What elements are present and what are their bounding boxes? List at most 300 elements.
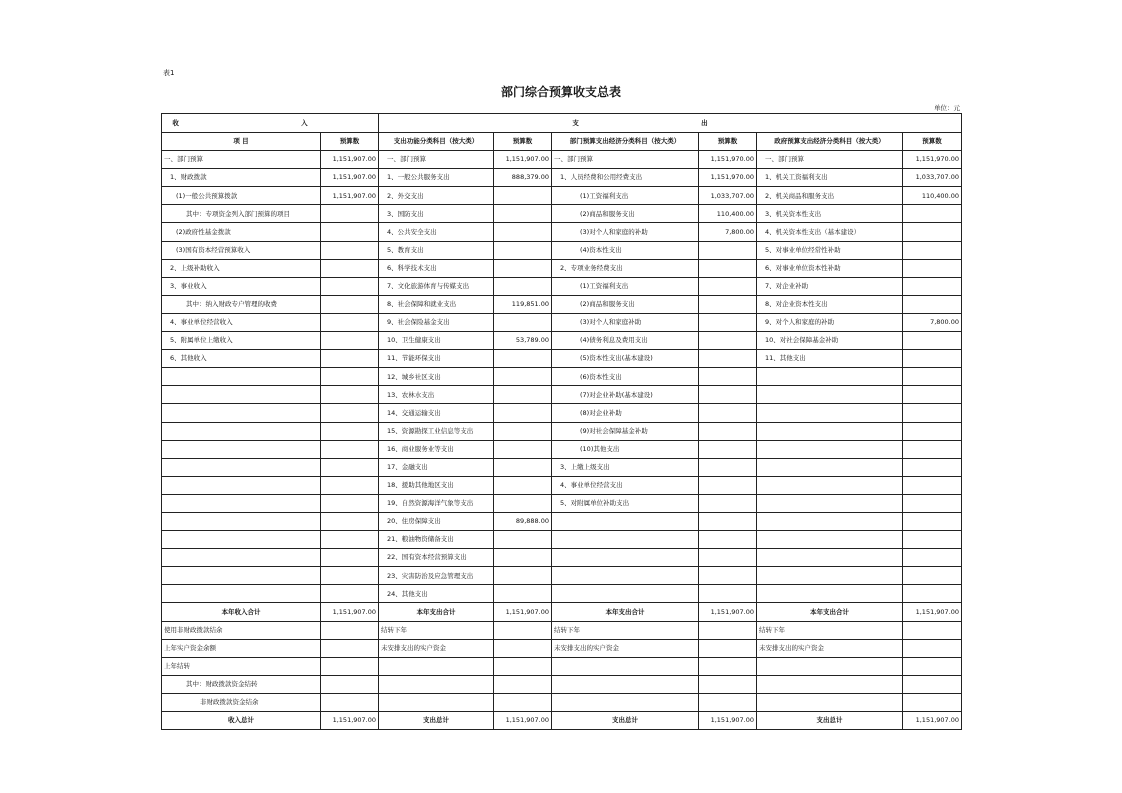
dept-econ-item: (4)资本性支出 — [552, 241, 699, 259]
func-item — [379, 657, 494, 675]
table-row — [162, 241, 962, 259]
dept-econ-item: (8)对企业补助 — [552, 404, 699, 422]
table-row — [162, 313, 962, 331]
dept-econ-budget — [699, 693, 757, 711]
gov-econ-budget — [903, 422, 962, 440]
func-item: 13、农林水支出 — [379, 386, 494, 404]
income-budget — [321, 531, 379, 549]
dept-econ-item — [552, 585, 699, 603]
dept-econ-item: 一、部门预算 — [552, 151, 699, 169]
gov-econ-budget: 7,800.00 — [903, 313, 962, 331]
func-item: 24、其他支出 — [379, 585, 494, 603]
income-budget — [321, 458, 379, 476]
gov-econ-budget — [903, 585, 962, 603]
col-budget-header: 预算数 — [494, 133, 552, 151]
gov-econ-item: 一、部门预算 — [757, 151, 903, 169]
func-item: 10、卫生健康支出 — [379, 332, 494, 350]
gov-econ-item — [757, 422, 903, 440]
page-title: 部门综合预算收支总表 — [500, 85, 621, 99]
income-item — [162, 386, 321, 404]
dept-econ-item: (5)资本性支出(基本建设) — [552, 350, 699, 368]
dept-econ-budget — [699, 277, 757, 295]
dept-econ-budget: 1,151,970.00 — [699, 169, 757, 187]
gov-econ-item — [757, 458, 903, 476]
table-tag: 表1 — [163, 69, 175, 77]
income-item — [162, 422, 321, 440]
table-row — [162, 404, 962, 422]
dept-econ-budget — [699, 585, 757, 603]
col-budget-header: 预算数 — [903, 133, 962, 151]
gov-econ-item: 11、其他支出 — [757, 350, 903, 368]
dept-econ-item: (7)对企业补助(基本建设) — [552, 386, 699, 404]
gov-econ-budget: 1,151,907.00 — [903, 712, 962, 730]
gov-econ-budget — [903, 494, 962, 512]
func-item: 11、节能环保支出 — [379, 350, 494, 368]
func-budget — [494, 313, 552, 331]
func-budget — [494, 621, 552, 639]
income-budget — [321, 386, 379, 404]
gov-econ-item: 结转下年 — [757, 621, 903, 639]
func-item: 15、资源勘探工业信息等支出 — [379, 422, 494, 440]
dept-econ-item: 本年支出合计 — [552, 603, 699, 621]
income-item: 一、部门预算 — [162, 151, 321, 169]
gov-econ-budget — [903, 458, 962, 476]
gov-econ-item — [757, 585, 903, 603]
dept-econ-budget — [699, 549, 757, 567]
table-row — [162, 295, 962, 313]
gov-econ-item: 9、对个人和家庭的补助 — [757, 313, 903, 331]
income-budget — [321, 241, 379, 259]
table-row — [162, 549, 962, 567]
gov-econ-item: 1、机关工资福利支出 — [757, 169, 903, 187]
func-budget — [494, 657, 552, 675]
dept-econ-budget — [699, 259, 757, 277]
gov-econ-item — [757, 368, 903, 386]
table-row — [162, 440, 962, 458]
dept-econ-item: (1)工资福利支出 — [552, 187, 699, 205]
gov-econ-budget — [903, 223, 962, 241]
func-budget — [494, 350, 552, 368]
gov-econ-item: 6、对事业单位资本性补助 — [757, 259, 903, 277]
dept-econ-item: 2、专项业务经费支出 — [552, 259, 699, 277]
table-row — [162, 187, 962, 205]
gov-econ-budget — [903, 476, 962, 494]
dept-econ-item: (3)对个人和家庭的补助 — [552, 223, 699, 241]
dept-econ-item — [552, 549, 699, 567]
table-row — [162, 386, 962, 404]
income-budget: 1,151,907.00 — [321, 712, 379, 730]
func-item: 5、教育支出 — [379, 241, 494, 259]
dept-econ-item: 结转下年 — [552, 621, 699, 639]
income-item: (3)国有资本经营预算收入 — [162, 241, 321, 259]
header-row-top — [162, 114, 962, 133]
income-item: 上年实户资金余额 — [162, 639, 321, 657]
func-budget — [494, 458, 552, 476]
func-budget — [494, 549, 552, 567]
col-dept-econ-header: 部门预算支出经济分类科目（按大类） — [552, 133, 699, 151]
income-budget — [321, 223, 379, 241]
table-row — [162, 675, 962, 693]
col-gov-econ-header: 政府预算支出经济分类科目（按大类） — [757, 133, 903, 151]
func-item: 12、城乡社区支出 — [379, 368, 494, 386]
gov-econ-item: 未安排支出的实户资金 — [757, 639, 903, 657]
func-budget — [494, 567, 552, 585]
func-item: 18、援助其他地区支出 — [379, 476, 494, 494]
func-budget — [494, 386, 552, 404]
dept-econ-budget: 1,033,707.00 — [699, 187, 757, 205]
dept-econ-budget — [699, 657, 757, 675]
income-item: 2、上级补助收入 — [162, 259, 321, 277]
table-row — [162, 277, 962, 295]
dept-econ-item: (6)资本性支出 — [552, 368, 699, 386]
col-func-header: 支出功能分类科目（按大类） — [379, 133, 494, 151]
unit-label: 单位：元 — [934, 104, 960, 112]
income-budget — [321, 639, 379, 657]
func-item: 支出总计 — [379, 712, 494, 730]
gov-econ-budget — [903, 259, 962, 277]
header-row-columns — [162, 133, 962, 151]
func-budget: 119,851.00 — [494, 295, 552, 313]
gov-econ-item — [757, 675, 903, 693]
dept-econ-item: 支出总计 — [552, 712, 699, 730]
func-budget — [494, 440, 552, 458]
income-budget — [321, 259, 379, 277]
table-row — [162, 350, 962, 368]
dept-econ-budget — [699, 531, 757, 549]
income-budget: 1,151,907.00 — [321, 603, 379, 621]
gov-econ-item — [757, 657, 903, 675]
func-budget — [494, 531, 552, 549]
dept-econ-budget — [699, 476, 757, 494]
dept-econ-item: (4)债务利息及费用支出 — [552, 332, 699, 350]
gov-econ-item — [757, 440, 903, 458]
func-item: 14、交通运输支出 — [379, 404, 494, 422]
gov-econ-budget — [903, 675, 962, 693]
income-item: 1、财政拨款 — [162, 169, 321, 187]
table-row — [162, 567, 962, 585]
dept-econ-budget — [699, 512, 757, 530]
income-budget — [321, 494, 379, 512]
dept-econ-budget — [699, 458, 757, 476]
dept-econ-item: 3、上缴上级支出 — [552, 458, 699, 476]
dept-econ-item: (9)对社会保障基金补助 — [552, 422, 699, 440]
income-budget — [321, 567, 379, 585]
year-total-row — [162, 603, 962, 621]
income-item: 本年收入合计 — [162, 603, 321, 621]
func-budget — [494, 639, 552, 657]
col-budget-header: 预算数 — [699, 133, 757, 151]
func-budget — [494, 494, 552, 512]
func-budget — [494, 259, 552, 277]
table-row — [162, 639, 962, 657]
func-budget — [494, 368, 552, 386]
func-budget: 1,151,907.00 — [494, 603, 552, 621]
income-item — [162, 512, 321, 530]
income-item: 收入总计 — [162, 712, 321, 730]
income-budget — [321, 205, 379, 223]
func-item: 20、住房保障支出 — [379, 512, 494, 530]
gov-econ-budget — [903, 386, 962, 404]
func-budget: 89,888.00 — [494, 512, 552, 530]
gov-econ-item: 支出总计 — [757, 712, 903, 730]
table-row — [162, 458, 962, 476]
income-item — [162, 458, 321, 476]
dept-econ-budget: 1,151,907.00 — [699, 712, 757, 730]
table-row — [162, 151, 962, 169]
income-item: 使用非财政拨款结余 — [162, 621, 321, 639]
income-budget — [321, 404, 379, 422]
budget-table — [161, 113, 962, 730]
income-budget — [321, 549, 379, 567]
func-budget — [494, 187, 552, 205]
income-budget — [321, 675, 379, 693]
dept-econ-budget: 1,151,907.00 — [699, 603, 757, 621]
gov-econ-budget — [903, 512, 962, 530]
dept-econ-item: 1、人员经费和公用经费支出 — [552, 169, 699, 187]
gov-econ-budget — [903, 368, 962, 386]
dept-econ-budget — [699, 440, 757, 458]
table-row — [162, 422, 962, 440]
gov-econ-budget — [903, 531, 962, 549]
dept-econ-budget — [699, 567, 757, 585]
gov-econ-item: 10、对社会保障基金补助 — [757, 332, 903, 350]
func-budget: 1,151,907.00 — [494, 151, 552, 169]
func-item — [379, 675, 494, 693]
gov-econ-item — [757, 476, 903, 494]
income-item: 其中：专项资金列入部门预算的项目 — [162, 205, 321, 223]
income-header: 收 入 — [162, 114, 379, 133]
func-item: 22、国有资本经营预算支出 — [379, 549, 494, 567]
dept-econ-item: 5、对附属单位补助支出 — [552, 494, 699, 512]
income-budget — [321, 368, 379, 386]
func-item: 4、公共安全支出 — [379, 223, 494, 241]
table-row — [162, 332, 962, 350]
dept-econ-item: (3)对个人和家庭补助 — [552, 313, 699, 331]
income-budget — [321, 440, 379, 458]
gov-econ-item: 4、机关资本性支出（基本建设） — [757, 223, 903, 241]
income-item — [162, 404, 321, 422]
gov-econ-item — [757, 386, 903, 404]
gov-econ-budget: 1,151,970.00 — [903, 151, 962, 169]
income-budget — [321, 295, 379, 313]
income-budget — [321, 277, 379, 295]
table-row — [162, 205, 962, 223]
dept-econ-item — [552, 657, 699, 675]
gov-econ-item — [757, 494, 903, 512]
dept-econ-item: 未安排支出的实户资金 — [552, 639, 699, 657]
col-item-header: 项 目 — [162, 133, 321, 151]
func-budget — [494, 675, 552, 693]
dept-econ-budget — [699, 404, 757, 422]
dept-econ-item: (1)工资福利支出 — [552, 277, 699, 295]
income-item: 4、事业单位经营收入 — [162, 313, 321, 331]
table-row — [162, 223, 962, 241]
dept-econ-budget — [699, 639, 757, 657]
gov-econ-budget — [903, 567, 962, 585]
income-item: 非财政拨款资金结余 — [162, 693, 321, 711]
func-budget — [494, 476, 552, 494]
gov-econ-budget — [903, 332, 962, 350]
income-item — [162, 494, 321, 512]
table-row — [162, 693, 962, 711]
dept-econ-item: (10)其他支出 — [552, 440, 699, 458]
gov-econ-item — [757, 693, 903, 711]
income-item — [162, 440, 321, 458]
table-row — [162, 368, 962, 386]
table-row — [162, 169, 962, 187]
gov-econ-budget — [903, 205, 962, 223]
dept-econ-item — [552, 512, 699, 530]
func-item: 21、粮油物资储备支出 — [379, 531, 494, 549]
func-item — [379, 693, 494, 711]
table-row — [162, 531, 962, 549]
income-budget — [321, 621, 379, 639]
dept-econ-item: (2)商品和服务支出 — [552, 295, 699, 313]
income-item — [162, 476, 321, 494]
dept-econ-budget — [699, 241, 757, 259]
income-item — [162, 567, 321, 585]
income-budget — [321, 422, 379, 440]
gov-econ-budget — [903, 295, 962, 313]
gov-econ-budget — [903, 404, 962, 422]
income-budget — [321, 657, 379, 675]
income-budget: 1,151,907.00 — [321, 169, 379, 187]
func-budget — [494, 585, 552, 603]
func-item: 3、国防支出 — [379, 205, 494, 223]
income-item — [162, 531, 321, 549]
gov-econ-item: 本年支出合计 — [757, 603, 903, 621]
func-item: 6、科学技术支出 — [379, 259, 494, 277]
func-item: 19、自然资源海洋气象等支出 — [379, 494, 494, 512]
dept-econ-budget: 110,400.00 — [699, 205, 757, 223]
dept-econ-budget — [699, 494, 757, 512]
func-budget — [494, 223, 552, 241]
income-item: 其中：纳入财政专户管理的收费 — [162, 295, 321, 313]
income-item — [162, 368, 321, 386]
income-item — [162, 585, 321, 603]
gov-econ-item — [757, 512, 903, 530]
func-item: 7、文化旅游体育与传媒支出 — [379, 277, 494, 295]
gov-econ-budget — [903, 241, 962, 259]
func-budget — [494, 277, 552, 295]
income-budget — [321, 476, 379, 494]
func-item: 16、商业服务业等支出 — [379, 440, 494, 458]
gov-econ-item — [757, 404, 903, 422]
gov-econ-budget: 1,033,707.00 — [903, 169, 962, 187]
gov-econ-budget: 1,151,907.00 — [903, 603, 962, 621]
gov-econ-budget — [903, 639, 962, 657]
func-item: 未安排支出的实户资金 — [379, 639, 494, 657]
dept-econ-budget — [699, 332, 757, 350]
func-item: 1、一般公共服务支出 — [379, 169, 494, 187]
table-row — [162, 621, 962, 639]
gov-econ-item: 2、机关商品和服务支出 — [757, 187, 903, 205]
dept-econ-item — [552, 531, 699, 549]
dept-econ-budget: 7,800.00 — [699, 223, 757, 241]
gov-econ-budget — [903, 277, 962, 295]
income-item: (1)一般公共预算拨款 — [162, 187, 321, 205]
gov-econ-item: 5、对事业单位经常性补助 — [757, 241, 903, 259]
gov-econ-budget — [903, 693, 962, 711]
func-item: 23、灾害防治及应急管理支出 — [379, 567, 494, 585]
gov-econ-item: 8、对企业资本性支出 — [757, 295, 903, 313]
func-item: 17、金融支出 — [379, 458, 494, 476]
dept-econ-budget — [699, 675, 757, 693]
expense-header: 支 出 — [379, 114, 962, 133]
func-budget: 888,379.00 — [494, 169, 552, 187]
func-item: 本年支出合计 — [379, 603, 494, 621]
income-item: (2)政府性基金拨款 — [162, 223, 321, 241]
dept-econ-budget — [699, 350, 757, 368]
gov-econ-item — [757, 549, 903, 567]
dept-econ-budget: 1,151,970.00 — [699, 151, 757, 169]
table-row — [162, 494, 962, 512]
gov-econ-budget — [903, 549, 962, 567]
income-budget — [321, 332, 379, 350]
func-item: 9、社会保险基金支出 — [379, 313, 494, 331]
gov-econ-budget — [903, 350, 962, 368]
col-budget-header: 预算数 — [321, 133, 379, 151]
dept-econ-item — [552, 693, 699, 711]
func-item: 8、社会保障和就业支出 — [379, 295, 494, 313]
dept-econ-item — [552, 567, 699, 585]
func-budget: 53,789.00 — [494, 332, 552, 350]
income-item — [162, 549, 321, 567]
func-item: 2、外交支出 — [379, 187, 494, 205]
income-item: 其中：财政拨款资金结转 — [162, 675, 321, 693]
dept-econ-budget — [699, 386, 757, 404]
income-item: 6、其他收入 — [162, 350, 321, 368]
gov-econ-budget — [903, 621, 962, 639]
gov-econ-budget: 110,400.00 — [903, 187, 962, 205]
func-item: 结转下年 — [379, 621, 494, 639]
income-budget — [321, 313, 379, 331]
income-budget — [321, 512, 379, 530]
table-row — [162, 657, 962, 675]
income-item: 3、事业收入 — [162, 277, 321, 295]
income-budget — [321, 693, 379, 711]
gov-econ-budget — [903, 657, 962, 675]
func-budget — [494, 205, 552, 223]
func-budget — [494, 693, 552, 711]
gov-econ-item — [757, 567, 903, 585]
table-row — [162, 259, 962, 277]
dept-econ-item: (2)商品和服务支出 — [552, 205, 699, 223]
grand-total-row — [162, 712, 962, 730]
dept-econ-budget — [699, 621, 757, 639]
func-item: 一、部门预算 — [379, 151, 494, 169]
table-row — [162, 585, 962, 603]
dept-econ-budget — [699, 368, 757, 386]
func-budget: 1,151,907.00 — [494, 712, 552, 730]
income-item: 上年结转 — [162, 657, 321, 675]
gov-econ-budget — [903, 440, 962, 458]
gov-econ-item: 7、对企业补助 — [757, 277, 903, 295]
dept-econ-item: 4、事业单位经营支出 — [552, 476, 699, 494]
income-budget: 1,151,907.00 — [321, 187, 379, 205]
income-budget — [321, 585, 379, 603]
dept-econ-budget — [699, 295, 757, 313]
func-budget — [494, 241, 552, 259]
income-item: 5、附属单位上缴收入 — [162, 332, 321, 350]
func-budget — [494, 404, 552, 422]
dept-econ-budget — [699, 313, 757, 331]
table-row — [162, 476, 962, 494]
table-row — [162, 512, 962, 530]
dept-econ-item — [552, 675, 699, 693]
income-budget — [321, 350, 379, 368]
income-budget: 1,151,907.00 — [321, 151, 379, 169]
